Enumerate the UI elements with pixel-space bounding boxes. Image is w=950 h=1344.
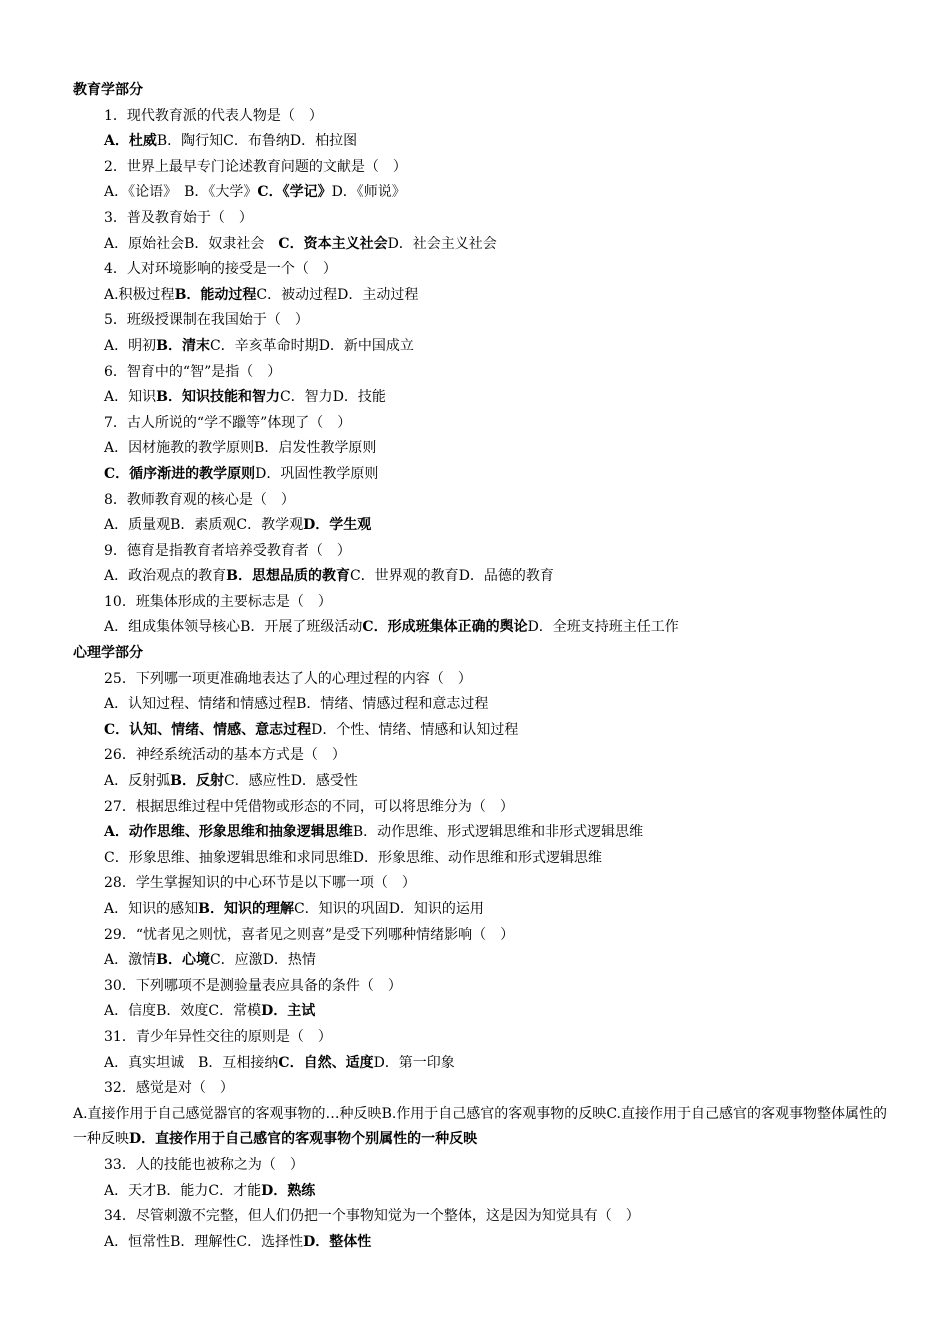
correct-answer: B．知识技能和智力 [156, 389, 280, 406]
correct-answer: D．主试 [261, 1003, 316, 1020]
answer-option: D．新中国成立 [318, 337, 414, 354]
answer-options [73, 897, 893, 923]
correct-answer: A．杜威 [104, 133, 157, 150]
answer-options [73, 334, 893, 360]
answer-option: A．原始社会 [104, 235, 185, 252]
question-text: 25．下列哪一项更准确地表达了人的心理过程的内容（ ） [104, 670, 472, 687]
question-text: 1．现代教育派的代表人物是（ ） [104, 107, 323, 124]
correct-answer: B．能动过程 [174, 286, 257, 303]
answer-option: A．政治观点的教育 [104, 568, 227, 585]
answer-option: A．知识 [104, 389, 157, 406]
answer-options [73, 513, 893, 539]
answer-option: C．知识的巩固 [293, 901, 389, 917]
answer-option: A．《论语》 [104, 184, 185, 201]
answer-option: B．互相接纳 [198, 1054, 279, 1071]
answer-option: D．品德的教育 [458, 568, 554, 585]
answer-option: D．主动过程 [337, 286, 419, 303]
question-text: 2．世界上最早专门论述教育问题的文献是（ ） [104, 158, 407, 175]
correct-answer: B．思想品质的教育 [226, 568, 350, 585]
answer-option: D．巩固性教学原则 [255, 465, 379, 482]
question-text: 29．“忧者见之则忧，喜者见之则喜”是受下列哪种情绪影响（ ） [104, 926, 515, 943]
answer-option: B．动作思维、形式逻辑思维和非形式逻辑思维 [352, 824, 644, 841]
answer-option: D．形象思维、动作思维和形式逻辑思维 [352, 849, 602, 866]
answer-options [73, 385, 893, 411]
document-body [73, 78, 893, 1255]
answer-option: C．形象思维、抽象逻辑思维和求同思维 [104, 849, 353, 866]
question-text: 7．古人所说的“学不躐等”体现了（ ） [104, 414, 352, 431]
question-text: 28．学生掌握知识的中心环节是以下哪一项（ ） [104, 875, 416, 892]
answer-option: A．反射弧 [104, 773, 171, 790]
question-text: 5．班级授课制在我国始于（ ） [104, 312, 309, 329]
correct-answer: C．循序渐进的教学原则 [104, 465, 256, 482]
question-text: 31．青少年异性交往的原则是（ ） [104, 1028, 332, 1045]
answer-option: A．恒常性 [104, 1233, 171, 1250]
answer-option: C．世界观的教育 [349, 568, 459, 585]
question-text: 9．德育是指教育者培养受教育者（ ） [104, 542, 351, 559]
answer-option: B．效度 [156, 1003, 209, 1020]
answer-options [73, 1230, 893, 1256]
answer-option: D．社会主义社会 [387, 235, 497, 252]
answer-option: A．信度 [104, 1003, 157, 1020]
answer-option: A.积极过程 [104, 286, 175, 303]
answer-options [73, 846, 893, 872]
answer-option: C．选择性 [236, 1233, 304, 1250]
answer-option: B．奴隶社会 [184, 235, 279, 252]
answer-options [73, 283, 893, 309]
answer-option: D．《师说》 [331, 184, 406, 201]
answer-option: A．质量观 [104, 517, 171, 534]
correct-answer: A．动作思维、形象思维和抽象逻辑思维 [104, 824, 353, 841]
correct-answer: D．学生观 [303, 517, 372, 534]
question-text: 6．智育中的“智”是指（ ） [104, 363, 282, 380]
correct-answer: D．整体性 [303, 1233, 372, 1250]
answer-option: C.直接作用于自己感官的客观事物整体属性的一种反映 [73, 1105, 887, 1148]
answer-option: D．技能 [332, 389, 386, 406]
answer-option: D．个性、情绪、情感和认知过程 [311, 721, 519, 738]
question-text: 10．班集体形成的主要标志是（ ） [104, 593, 332, 610]
correct-answer: B．反射 [170, 773, 224, 790]
answer-options [73, 436, 893, 462]
answer-options [73, 1179, 893, 1205]
answer-option: D．全班支持班主任工作 [527, 619, 679, 636]
correct-answer: D．直接作用于自己感官的客观事物个别属性的一种反映 [129, 1131, 478, 1148]
answer-option: D．第一印象 [373, 1054, 455, 1071]
answer-options [73, 692, 893, 718]
section-heading: 心理学部分 [73, 645, 143, 662]
answer-option: A．组成集体领导核心 [104, 619, 241, 636]
answer-options [73, 1051, 893, 1077]
question-text: 32．感觉是对（ ） [104, 1080, 234, 1097]
correct-answer: C．资本主义社会 [278, 235, 388, 252]
answer-options [73, 615, 893, 641]
answer-options [73, 564, 893, 590]
answer-option: C．布鲁纳 [223, 133, 290, 150]
answer-option: B．《大学》 [184, 184, 258, 201]
section-heading: 教育学部分 [73, 82, 143, 98]
answer-options [73, 1102, 893, 1153]
answer-option: B．素质观 [170, 517, 237, 534]
answer-option: A．天才 [104, 1182, 157, 1199]
answer-option: B．理解性 [170, 1233, 237, 1250]
question-text: 33．人的技能也被称之为（ ） [104, 1156, 304, 1173]
answer-option: C．智力 [279, 389, 333, 406]
question-text: 8．教师教育观的核心是（ ） [104, 491, 295, 508]
answer-options [73, 948, 893, 974]
answer-option: B．能力 [156, 1182, 209, 1199]
answer-option: D．热情 [262, 952, 316, 969]
answer-option: A．激情 [104, 952, 157, 969]
question-text: 26．神经系统活动的基本方式是（ ） [104, 747, 346, 764]
answer-options [73, 769, 893, 795]
answer-option: C．被动过程 [256, 286, 338, 303]
answer-options [73, 180, 893, 206]
answer-option: C．应激 [209, 952, 263, 969]
answer-options [73, 718, 893, 744]
correct-answer: B．知识的理解 [198, 901, 294, 917]
correct-answer: C．自然、适度 [278, 1054, 374, 1071]
correct-answer: D．熟练 [261, 1182, 316, 1199]
answer-option: C．教学观 [236, 517, 304, 534]
answer-option: A．认知过程、情绪和情感过程 [104, 696, 297, 713]
question-text: 34．尽管刺激不完整，但人们仍把一个事物知觉为一个整体，这是因为知觉具有（ ） [104, 1208, 640, 1225]
correct-answer: C．《学记》 [257, 184, 332, 201]
answer-options [73, 129, 893, 155]
answer-options [73, 999, 893, 1025]
answer-option: B．陶行知 [156, 133, 224, 150]
answer-option: C．辛亥革命时期 [209, 337, 319, 354]
answer-option: B.作用于自己感官的客观事物的反映 [381, 1105, 607, 1122]
answer-option: B．开展了班级活动 [240, 619, 363, 636]
question-text: 3．普及教育始于（ ） [104, 209, 253, 226]
answer-option: B．启发性教学原则 [254, 440, 377, 457]
answer-option: A．真实坦诚 [104, 1054, 199, 1071]
answer-option: C．常模 [208, 1003, 262, 1020]
answer-option: A．明初 [104, 337, 157, 354]
answer-option: D．柏拉图 [289, 133, 358, 150]
answer-option: A．知识的感知 [104, 901, 199, 917]
correct-answer: B．清末 [156, 337, 210, 354]
question-text: 4．人对环境影响的接受是一个（ ） [104, 261, 337, 278]
answer-option: C．感应性 [223, 773, 291, 790]
correct-answer: C．认知、情绪、情感、意志过程 [104, 721, 312, 738]
answer-options [73, 232, 893, 258]
correct-answer: B．心境 [156, 952, 210, 969]
question-text: 27．根据思维过程中凭借物或形态的不同，可以将思维分为（ ） [104, 798, 514, 815]
question-text: 30．下列哪项不是测验量表应具备的条件（ ） [104, 977, 402, 994]
answer-option: B．情绪、情感过程和意志过程 [296, 696, 489, 713]
answer-options [73, 820, 893, 846]
answer-option: C．才能 [208, 1182, 262, 1199]
answer-option: A．因材施教的教学原则 [104, 440, 255, 457]
answer-option: D．感受性 [290, 773, 358, 790]
answer-option: D．知识的运用 [388, 901, 484, 917]
answer-options [73, 462, 893, 488]
answer-option: A.直接作用于自己感觉器官的客观事物的…种反映 [73, 1105, 382, 1122]
correct-answer: C．形成班集体正确的舆论 [362, 619, 528, 636]
